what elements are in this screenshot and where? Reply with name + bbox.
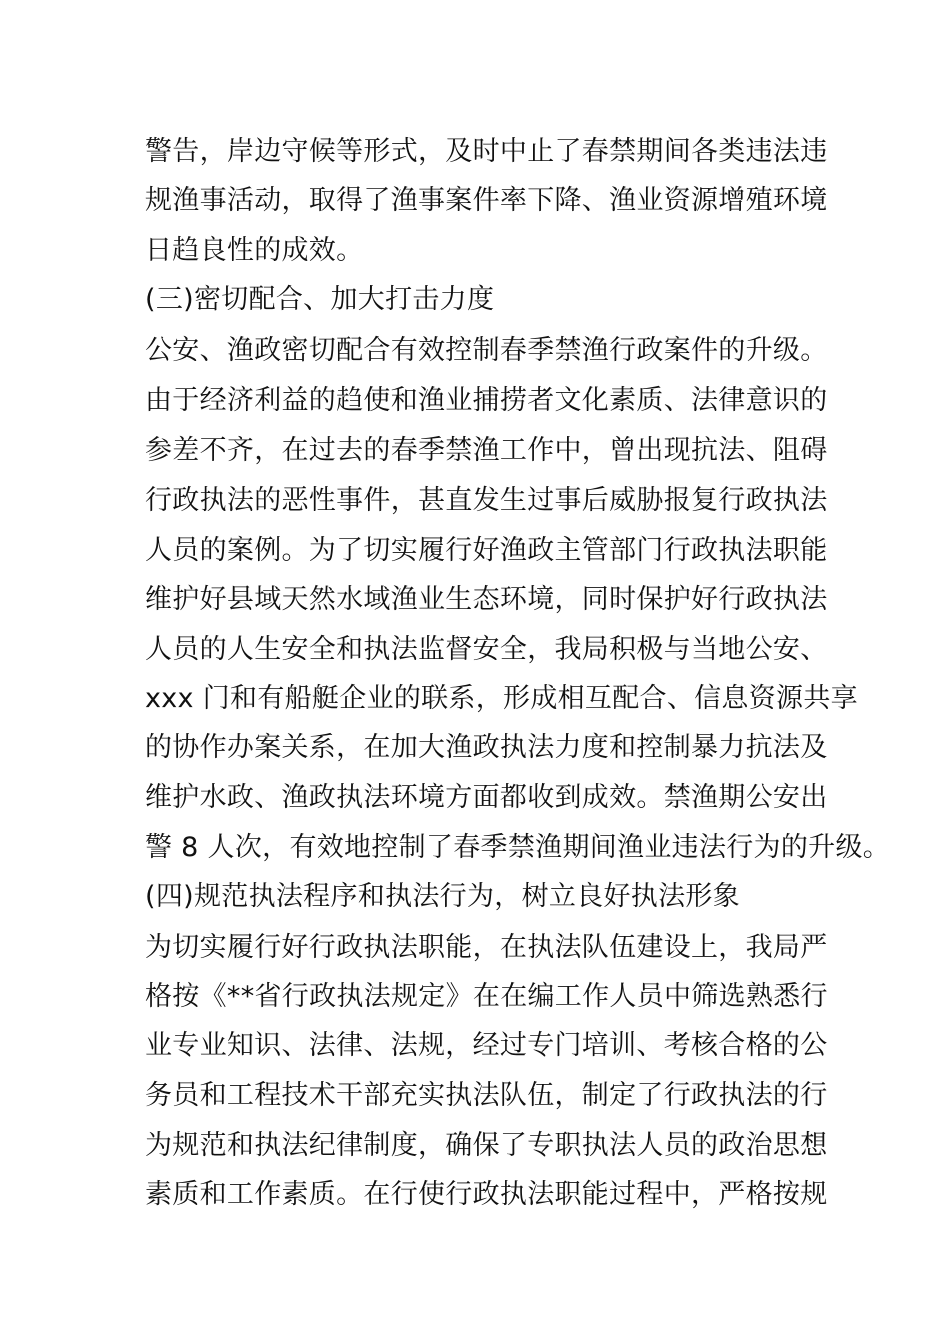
text-line: 格按《**省行政执法规定》在在编工作人员中筛选熟悉行 <box>145 981 828 1012</box>
text-line: 的协作办案关系，在加大渔政执法力度和控制暴力抗法及 <box>145 732 828 763</box>
text-line: 由于经济利益的趋使和渔业捕捞者文化素质、法律意识的 <box>145 385 828 416</box>
text-line: 维护水政、渔政执法环境方面都收到成效。禁渔期公安出 <box>145 782 828 813</box>
text-line: 行政执法的恶性事件，甚直发生过事后威胁报复行政执法 <box>145 485 828 516</box>
text-line: 警告，岸边守候等形式，及时中止了春禁期间各类违法违 <box>145 136 828 167</box>
text-line: 公安、渔政密切配合有效控制春季禁渔行政案件的升级。 <box>145 335 828 366</box>
text-line: 为规范和执法纪律制度，确保了专职执法人员的政治思想 <box>145 1130 828 1161</box>
text-line: 为切实履行好行政执法职能，在执法队伍建设上，我局严 <box>145 932 828 963</box>
text-line: 人员的案例。为了切实履行好渔政主管部门行政执法职能 <box>145 535 828 566</box>
text-line: xxx 门和有船艇企业的联系，形成相互配合、信息资源共享 <box>145 683 858 714</box>
text-line: 日趋良性的成效。 <box>145 235 364 266</box>
text-line: 警 8 人次，有效地控制了春季禁渔期间渔业违法行为的升级。 <box>145 832 891 863</box>
text-line: 维护好县域天然水域渔业生态环境，同时保护好行政执法 <box>145 584 828 615</box>
text-line: 务员和工程技术干部充实执法队伍，制定了行政执法的行 <box>145 1080 828 1111</box>
text-line: 素质和工作素质。在行使行政执法职能过程中，严格按规 <box>145 1179 828 1210</box>
text-line: 规渔事活动，取得了渔事案件率下降、渔业资源增殖环境 <box>145 185 828 216</box>
section-heading: (三)密切配合、加大打击力度 <box>145 284 495 315</box>
section-heading: (四)规范执法程序和执法行为，树立良好执法形象 <box>145 881 740 912</box>
text-line: 业专业知识、法律、法规，经过专门培训、考核合格的公 <box>145 1030 828 1061</box>
text-line: 人员的人生安全和执法监督安全，我局积极与当地公安、 <box>145 634 828 665</box>
text-line: 参差不齐，在过去的春季禁渔工作中，曾出现抗法、阻碍 <box>145 435 828 466</box>
